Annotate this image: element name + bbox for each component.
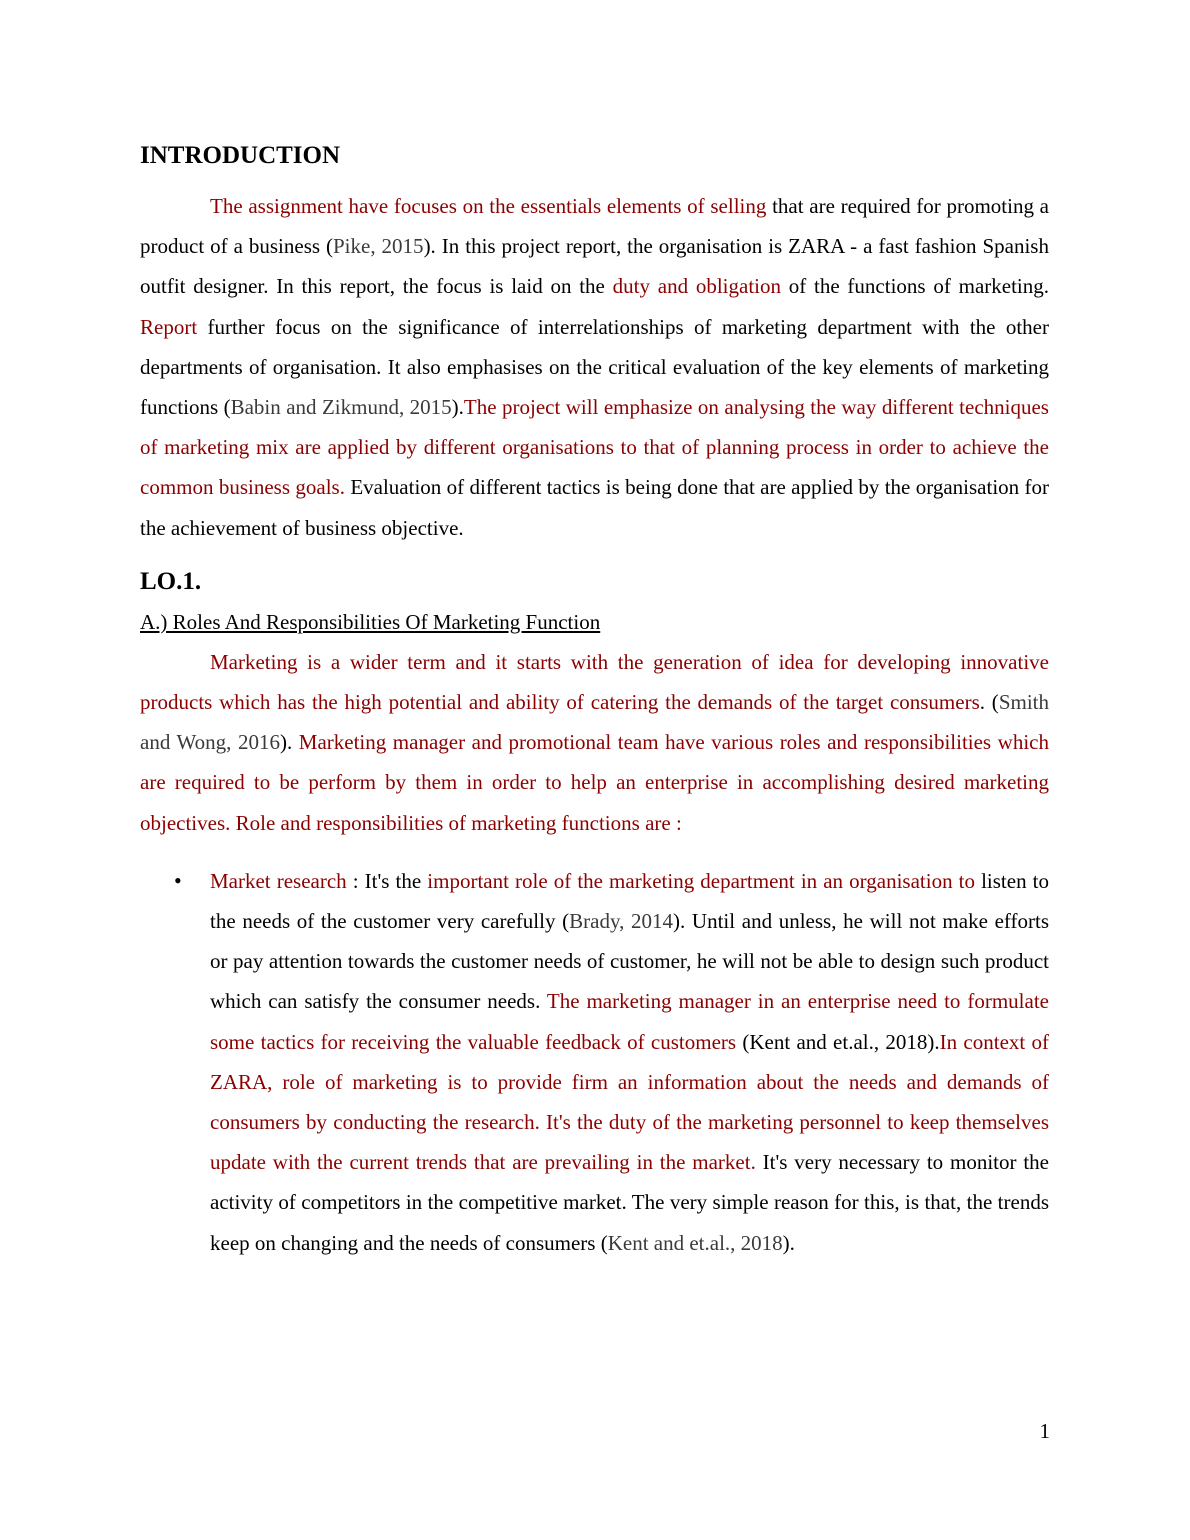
intro-text-segment: of the functions of marketing.	[781, 274, 1050, 299]
bullet-text-segment: In context of ZARA, role of marketing is to provide firm an information about the needs and demands of consumers by conducting the research. It's the duty of the marketing personnel to keep themselves update with the current trends that are prevailing in the market.	[210, 1029, 1050, 1175]
bullet-market-research	[140, 861, 1049, 1263]
page-number: 1	[1039, 1419, 1050, 1443]
roles-subheading: A.) Roles And Responsibilities Of Marketing Function	[140, 609, 601, 634]
intro-text-segment: duty and obligation	[612, 274, 781, 299]
bullet-text-segment: : It's the	[346, 868, 428, 893]
lo1-text-segment: Marketing is a wider term and it starts with the generation of idea for developing innovative products which has the high potential and ability of catering the demands of the target consumers	[140, 649, 1049, 715]
lo1-text-segment: ).	[279, 730, 299, 755]
introduction-heading: INTRODUCTION	[140, 142, 341, 169]
intro-text-segment: ). In this project report, the organisation is ZARA - a fast fashion Spanish outfit designer. In this report, the focus is laid on the	[140, 234, 1049, 299]
bullet-dot-icon: •	[174, 867, 182, 893]
bullet-text-segment: (Kent and et.al., 2018).	[736, 1029, 940, 1054]
bullet-text-segment: ).	[782, 1230, 795, 1255]
citation: Kent and et.al., 2018	[607, 1230, 783, 1255]
introduction-paragraph	[140, 186, 1049, 548]
roles-bullet-list	[140, 861, 1049, 1263]
page-content	[140, 136, 1049, 1263]
bullet-text-segment: listen to the needs of the customer very carefully (	[210, 868, 1049, 934]
intro-text-segment: Evaluation of different tactics is being done that are applied by the organisation for the achievement of business objective.	[140, 475, 1049, 540]
bullet-text-segment: important role of the marketing department in an organisation to	[427, 868, 975, 893]
intro-text-segment: Report	[140, 314, 198, 339]
citation: Brady, 2014	[569, 909, 674, 934]
lo1-text-segment: . (	[979, 690, 999, 715]
intro-text-segment: The assignment have focuses on the essentials elements of selling	[210, 194, 767, 218]
intro-text-segment: ).	[451, 395, 464, 420]
intro-text-segment: that are required for promoting a product of a business (	[140, 194, 1049, 259]
bullet-text-segment: It's very necessary to monitor the activity of competitors in the competitive market. The very simple reason for this, is that, the trends keep on changing and the needs of consumers (	[210, 1150, 1049, 1255]
bullet-text-segment: The marketing manager in an enterprise need to formulate some tactics for receiving the valuable feedback of customers	[210, 989, 1049, 1054]
bullet-text-segment: Market research	[210, 868, 347, 893]
lo1-text-segment: Marketing manager and promotional team have various roles and responsibilities which are required to be perform by them in order to help an enterprise in accomplishing desired marketing objectives. Role and responsibilities of marketing functions are :	[140, 730, 1049, 835]
citation: Babin and Zikmund, 2015	[230, 395, 452, 420]
lo1-heading: LO.1.	[140, 567, 202, 595]
intro-text-segment: further focus on the significance of interrelationships of marketing department with the other departments of organisation. It also emphasises on the critical evaluation of the key elements of marketing functions (	[140, 314, 1049, 420]
citation: Smith and Wong, 2016	[140, 690, 1049, 755]
intro-text-segment: The project will emphasize on analysing the way different techniques of marketing mix are applied by different organisations to that of planning process in order to achieve the common business goals.	[140, 395, 1049, 500]
marketing-paragraph	[140, 642, 1049, 843]
bullet-text-segment: ). Until and unless, he will not make efforts or pay attention towards the customer needs of customer, he will not be able to design such product which can satisfy the consumer needs.	[210, 909, 1049, 1014]
citation: Pike, 2015	[333, 234, 424, 259]
